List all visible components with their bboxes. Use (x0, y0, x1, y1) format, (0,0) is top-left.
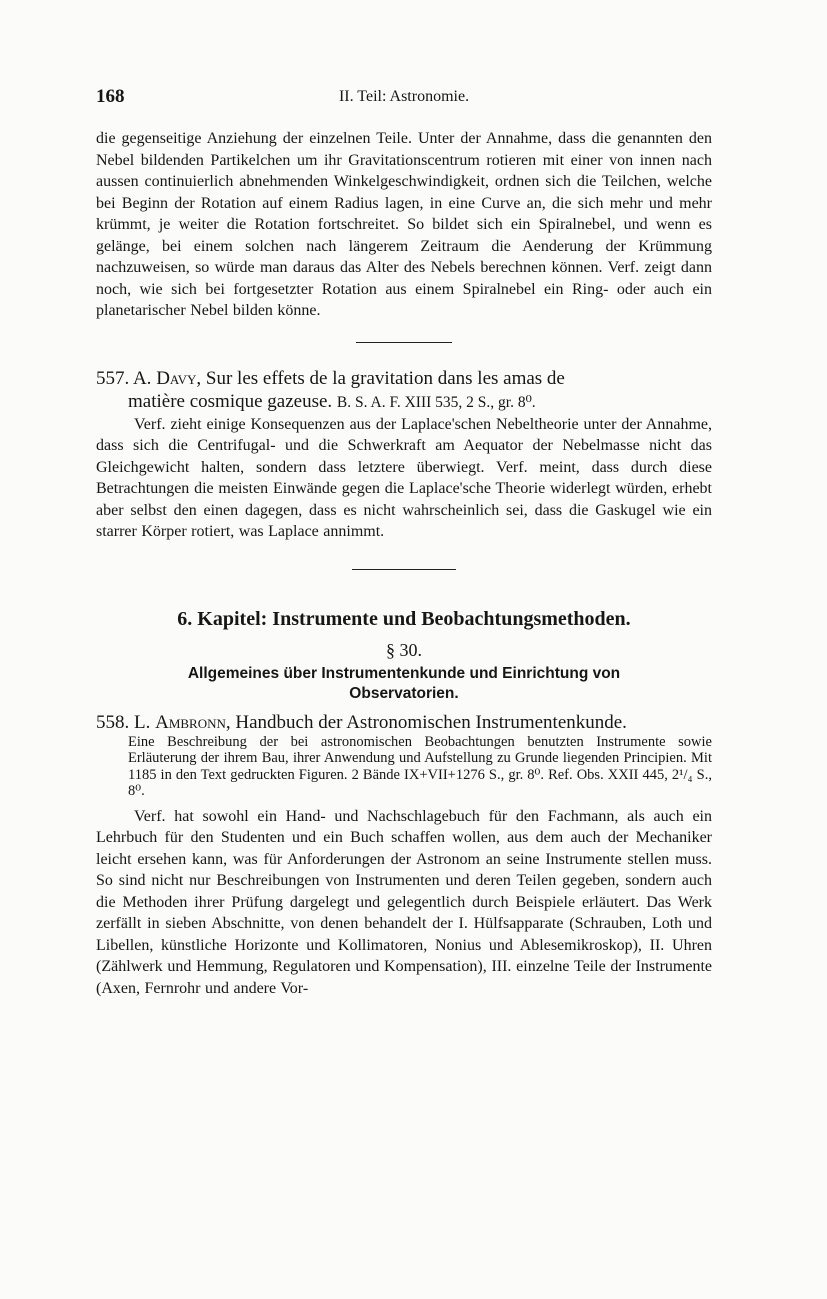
book-page (96, 86, 712, 999)
section-number: § 30. (386, 639, 422, 660)
entry-558 (96, 712, 712, 1000)
section-title-line2: Observatorien. (349, 684, 459, 702)
entry-557-title-line1: Sur les effets de la gravitation dans les amas de (205, 367, 565, 389)
section-title-line1: Allgemeines über Instrumentenkunde und Einrichtung von (187, 664, 621, 682)
entry-557-title-line2-wrap (96, 390, 712, 414)
entry-557-body: Verf. zieht einige Konsequenzen aus der Laplace'schen Nebeltheorie unter der Annahme, dass sich die Centrifugal- und die Schwerkraft am Aequator der Nebelmasse nicht das Gleichgewicht halten, sondern dass letztere überwiegt. Verf. meint, dass durch diese Betrachtungen die meisten Einwände gegen die Laplace'sche Theorie widerlegt würden, erhebt aber selbst den einen dagegen, dass es nicht wahrscheinlich sei, dass die Gaskugel wie ein starrer Körper rotiert, was Laplace annimmt. (96, 415, 712, 540)
entry-558-body: Verf. hat sowohl ein Hand- und Nachschlagebuch für den Fachmann, als auch ein Lehrbuch für den Studenten und ein Buch schaffen wollen, aus dem auch der Mechaniker leicht ersehen kann, was für Anforderungen der Astronom an seine Instrumente stellen muss. So sind nicht nur Beschreibungen von Instrumenten und deren Teilen gegeben, sondern auch die Methoden ihrer Prüfung dargelegt und gelegentlich durch Beispiele erläutert. Das Werk zerfällt in sieben Abschnitte, von denen behandelt der I. Hülfsapparate (Schrauben, Loth und Libellen, künstliche Horizonte und Kollimatoren, Nonius und Ablesemikroskop), II. Uhren (Zählwerk und Hemmung, Regulatoren und Kompensation), III. einzelne Teile der Instrumente (Axen, Fernrohr und andere Vor- (96, 807, 712, 997)
page-number: 168 (96, 86, 125, 107)
entry-557 (96, 367, 712, 543)
entry-557-citation: B. S. A. F. XIII 535, 2 S., gr. 8⁰. (336, 393, 536, 411)
running-head (96, 86, 712, 114)
entry-558-author: Ambronn (155, 711, 226, 733)
entry-558-number: 558. (96, 711, 130, 733)
section-title (96, 664, 712, 704)
entry-557-heading: 557. A. Davy, Sur les effets de la gravitation dans les amas de matière cosmique gazeuse. B. S. A. F. XIII 535, 2 S., gr. 8⁰. (96, 367, 712, 414)
entry-557-number: 557. (96, 367, 130, 389)
entry-557-title-line2: matière cosmique gazeuse. (128, 390, 333, 412)
running-title: II. Teil: Astronomie. (338, 88, 470, 105)
entry-557-author-initial: A. (132, 367, 152, 389)
entry-558-heading: 558. L. Ambronn, Handbuch der Astronomischen Instrumentenkunde. (96, 711, 627, 733)
entry-558-title: Handbuch der Astronomischen Instrumentenkunde. (235, 711, 627, 733)
separator-rule (356, 342, 452, 343)
entry-558-subtitle: Eine Beschreibung der bei astronomischen Beobachtungen benutzten Instrumente sowie Erläuterung der ihrem Bau, ihrer Anwendung und Aufstellung zu Grunde liegenden Principien. Mit 1185 in den Text gedruckten Figuren. 2 Bände IX+VII+1276 S., gr. 8⁰. Ref. Obs. XXII 445, 2¹/₄ S., 8⁰. (128, 733, 712, 799)
entry-558-author-initial: L. (134, 711, 151, 733)
separator-rule (352, 569, 456, 570)
continuation-paragraph: die gegenseitige Anziehung der einzelnen Teile. Unter der Annahme, dass die genannten den Nebel bildenden Partikelchen um ihr Gravitationscentrum rotieren mit einer von innen nach aussen continuierlich abnehmenden Winkelgeschwindigkeit, ordnen sich die Teilchen, welche bei Beginn der Rotation auf einem Radius lagen, in eine Curve an, die sich mehr und mehr krümmt, je weiter die Rotation fortschreitet. So bildet sich ein Spiralnebel, und wenn es gelänge, bei einem solchen nach längerem Zeitraum die Aenderung der Krümmung nachzuweisen, so würde man daraus das Alter des Nebels berechnen können. Verf. zeigt dann noch, wie sich bei fortgesetzter Rotation aus einem Spiralnebel ein Ring- oder auch ein planetarischer Nebel bilden könne. (96, 130, 712, 319)
entry-557-author: Davy (156, 367, 197, 389)
chapter-title: 6. Kapitel: Instrumente und Beobachtungsmethoden. (177, 607, 631, 630)
